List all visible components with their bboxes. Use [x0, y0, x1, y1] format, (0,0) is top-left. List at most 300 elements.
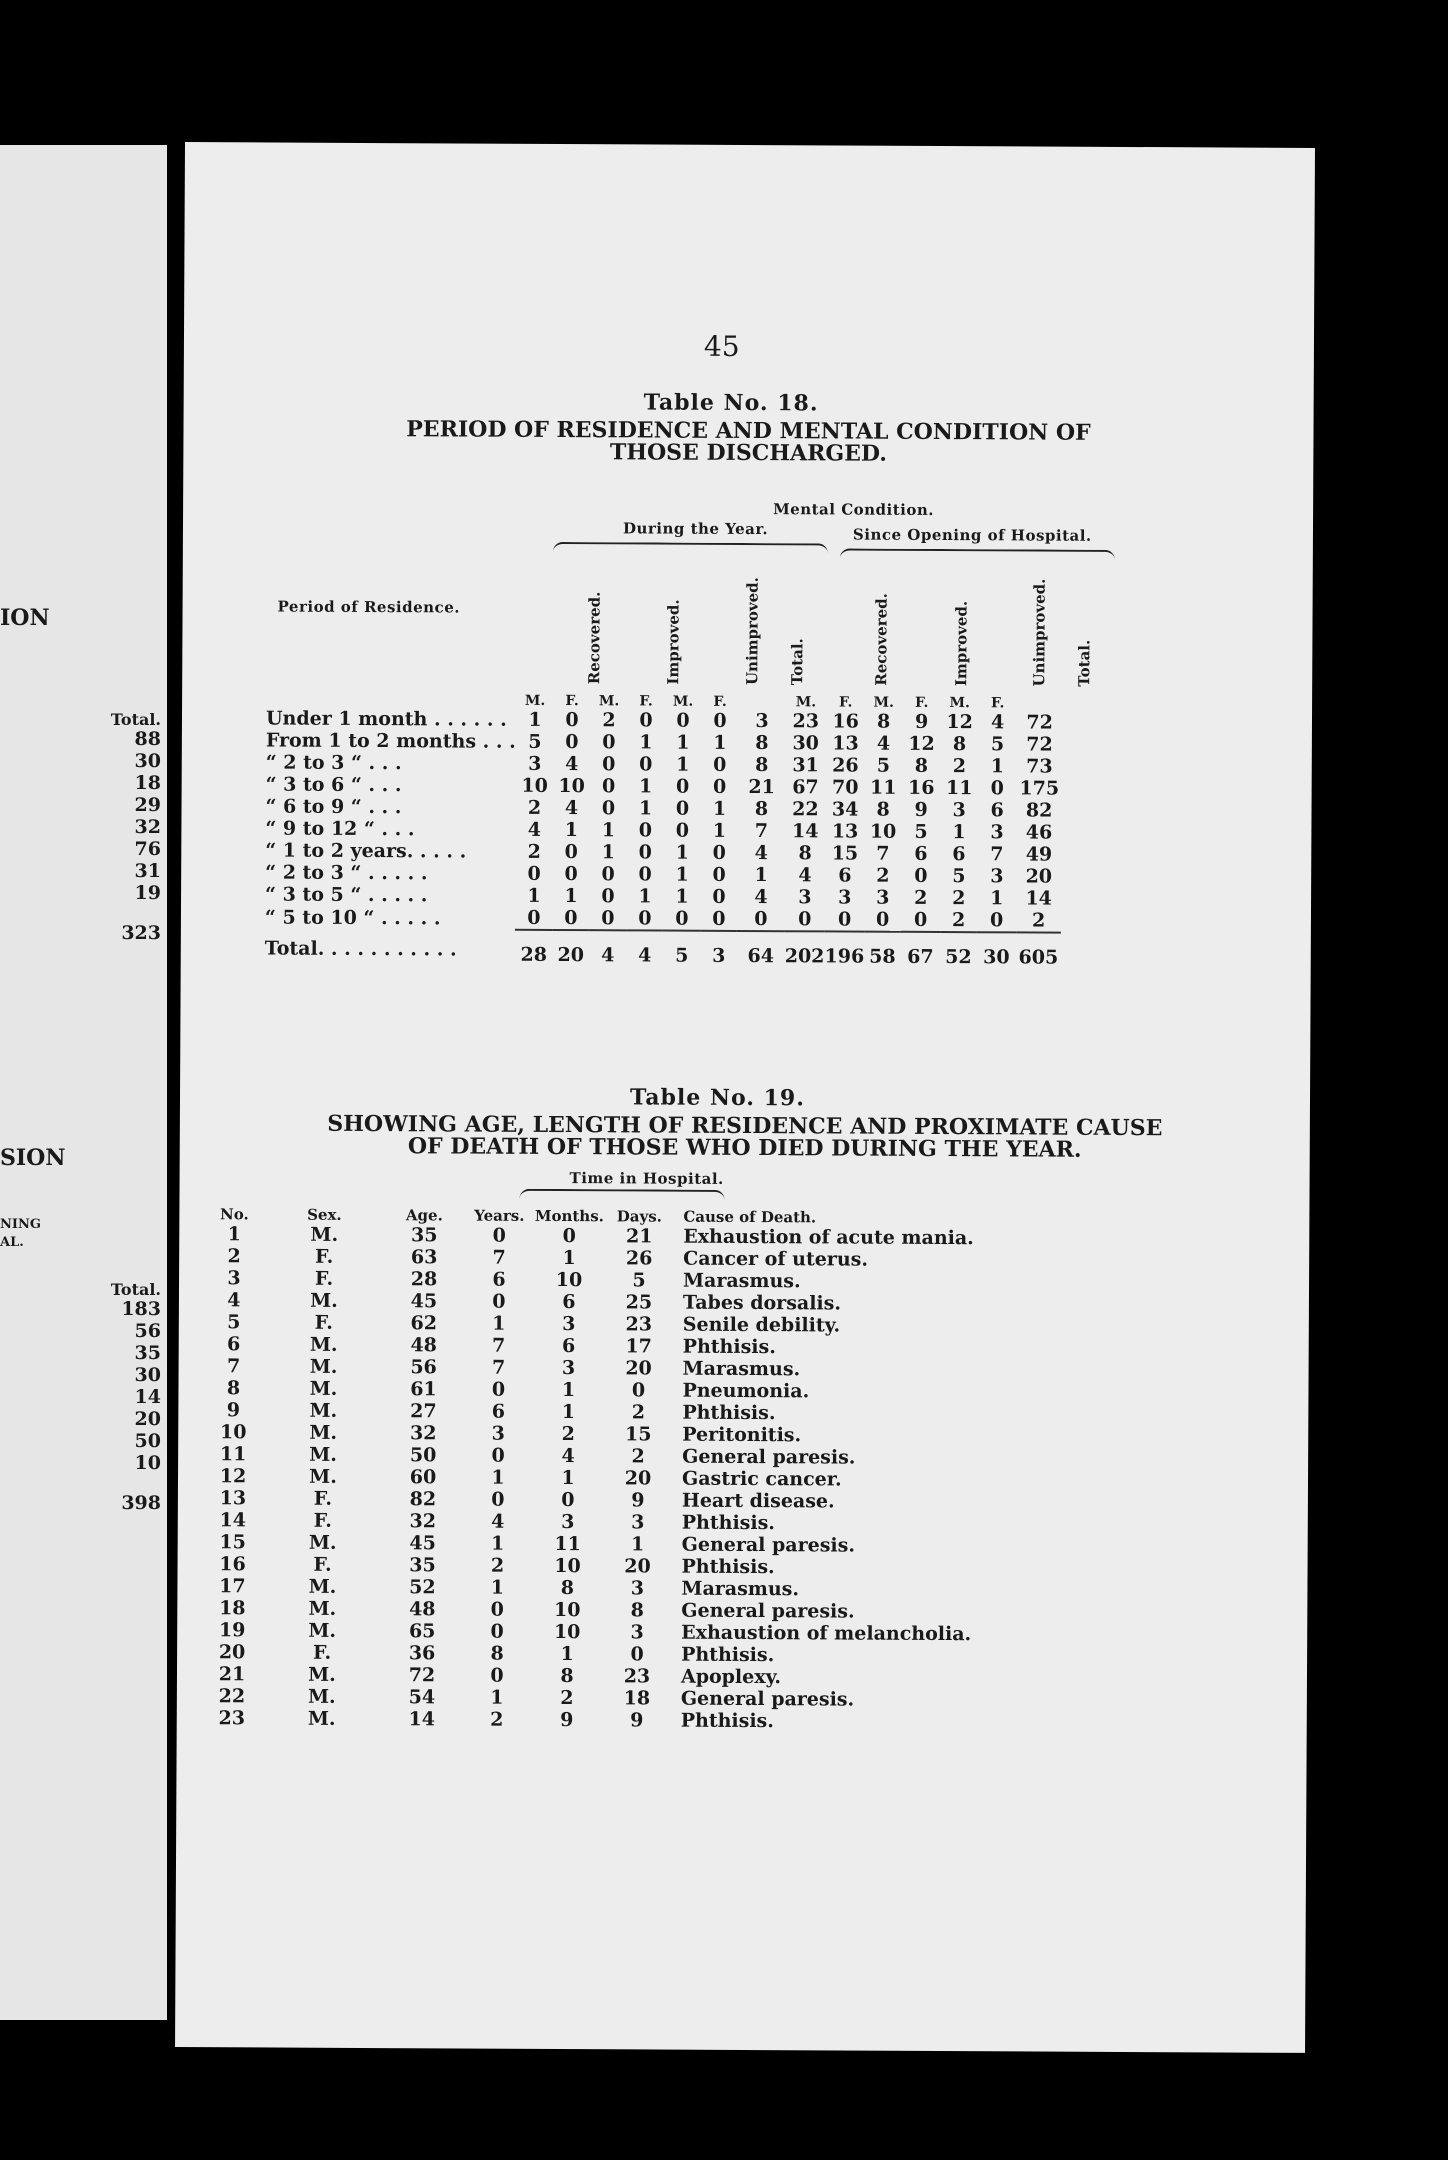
row-age: 52: [409, 1576, 436, 1599]
row-sex: M.: [307, 1707, 336, 1730]
row-years: 4: [491, 1510, 505, 1533]
table-18-cell: 0: [675, 797, 690, 820]
table-18-cell: 1: [713, 731, 727, 754]
table-18-cell: 6: [990, 799, 1004, 822]
table-18-cell: 2: [527, 840, 541, 863]
table-18-cell: 4: [627, 930, 663, 970]
table-18-cell: 0: [638, 907, 652, 930]
sex-subheader: M.: [949, 694, 970, 711]
row-cause: Peritonitis.: [682, 1423, 802, 1447]
row-months: 8: [560, 1665, 574, 1688]
row-age: 50: [409, 1444, 437, 1467]
table-18-cell: 22: [792, 798, 819, 821]
table-18-cell: 1: [712, 819, 727, 842]
row-sex: F.: [313, 1487, 333, 1510]
residence-period-label: “ 2 to 3 “ . . . . .: [265, 861, 428, 885]
row-no: 9: [226, 1399, 241, 1422]
row-months: 10: [553, 1620, 581, 1644]
row-no: 8: [226, 1377, 241, 1400]
left-total-value: 30: [134, 1364, 161, 1386]
table-18-cell: 16: [832, 710, 859, 733]
row-days: 26: [625, 1247, 653, 1270]
row-days: 15: [624, 1423, 652, 1446]
row-sex: M.: [310, 1289, 338, 1312]
row-months: 1: [560, 1643, 574, 1666]
left-total-value: 32: [134, 816, 161, 838]
table-18-cell: 4: [565, 753, 579, 776]
table-18-cell: 0: [914, 864, 928, 887]
header-years: Years.: [474, 1206, 525, 1225]
table-18-cell: 2: [602, 709, 616, 732]
row-days: 20: [624, 1555, 651, 1578]
left-heading-1: ION: [0, 605, 50, 631]
row-age: 36: [408, 1642, 436, 1665]
row-age: 32: [409, 1422, 437, 1445]
header-days: Days.: [616, 1207, 662, 1226]
residence-period-label: “ 9 to 12 “ . . .: [265, 817, 415, 841]
table-18-cell: 2: [952, 887, 966, 910]
table-18-cell: 58: [864, 932, 900, 972]
row-no: 6: [227, 1333, 241, 1356]
table-18-cell: 67: [900, 932, 940, 972]
residence-period-label: “ 5 to 10 “ . . . . .: [264, 905, 441, 929]
row-sex: F.: [315, 1245, 334, 1268]
table-18-cell: 0: [675, 819, 690, 842]
row-years: 1: [491, 1466, 505, 1489]
table-18-cell: 1: [564, 885, 578, 908]
row-days: 9: [630, 1709, 644, 1732]
table-18-cell: 30: [976, 932, 1016, 972]
row-age: 48: [409, 1598, 436, 1621]
table-18-number: Table No. 18.: [643, 389, 819, 417]
row-years: 0: [492, 1290, 506, 1313]
row-sex: M.: [308, 1663, 336, 1686]
table-18: [265, 690, 1062, 972]
table-18-cell: 30: [792, 732, 819, 755]
row-no: 11: [219, 1443, 247, 1466]
table-18-cell: 0: [601, 863, 615, 886]
row-years: 1: [490, 1532, 505, 1555]
left-total-value: 76: [134, 838, 161, 860]
left-total-value: 323: [121, 922, 161, 944]
table-18-cell: 0: [712, 863, 726, 886]
row-age: 27: [410, 1400, 437, 1423]
row-years: 0: [490, 1598, 504, 1621]
row-age: 14: [408, 1708, 436, 1731]
table-18-cell: 6: [838, 864, 852, 887]
sex-subheader: M.: [598, 692, 620, 709]
table-18-cell: 10: [521, 774, 548, 797]
table-18-cell: 72: [1026, 733, 1053, 756]
table-18-cell: 2: [951, 909, 966, 932]
table-18-cell: 8: [952, 733, 967, 756]
table-18-cell: 28: [515, 930, 553, 970]
table-18-cell: 1: [601, 819, 616, 842]
row-age: 28: [410, 1268, 438, 1291]
left-heading-2: SION: [0, 1145, 66, 1171]
table-18-cell: 0: [601, 797, 616, 820]
row-cause: Gastric cancer.: [681, 1467, 842, 1491]
left-total-value: 20: [134, 1408, 161, 1430]
row-cause: Phthisis.: [681, 1643, 775, 1667]
row-days: 21: [625, 1225, 653, 1248]
table-18-cell: 1: [712, 797, 727, 820]
time-in-hospital-header: Time in Hospital.: [569, 1169, 724, 1188]
row-no: 19: [218, 1619, 246, 1642]
row-sex: M.: [307, 1685, 336, 1708]
table-18-cell: 26: [832, 754, 859, 777]
document-page: [175, 142, 1315, 2053]
row-sex: M.: [308, 1597, 337, 1620]
col-head-unimproved-since: Unimproved.: [1030, 578, 1049, 687]
row-months: 1: [561, 1379, 576, 1402]
table-18-cell: 10: [558, 775, 585, 798]
row-sex: F.: [314, 1267, 334, 1290]
table-18-cell: 5: [914, 820, 928, 843]
table-19-number: Table No. 19.: [629, 1084, 805, 1112]
table-18-row: [265, 905, 1061, 932]
left-total-value: 56: [134, 1320, 161, 1342]
row-months: 11: [554, 1532, 581, 1556]
table-18-title-line-2: THOSE DISCHARGED.: [609, 439, 887, 467]
during-year-brace: [553, 542, 828, 555]
table-18-cell: 1: [528, 708, 542, 731]
table-18-cell: 0: [602, 731, 616, 754]
row-years: 2: [490, 1708, 504, 1731]
table-18-cell: 0: [675, 907, 689, 930]
table-18-cell: 31: [792, 754, 819, 777]
left-total-label-1: Total.: [110, 710, 161, 729]
left-total-value: 14: [134, 1386, 161, 1408]
table-18-cell: 3: [755, 710, 769, 733]
table-18-cell: 196: [824, 931, 864, 971]
table-18-cell: 14: [791, 820, 819, 843]
row-no: 20: [218, 1641, 246, 1664]
table-18-cell: 0: [638, 841, 652, 864]
row-no: 4: [227, 1289, 241, 1312]
page-number: 45: [703, 329, 740, 363]
table-18-cell: 3: [952, 799, 966, 822]
table-18-cell: 1: [675, 863, 689, 886]
table-18-cell: 1: [952, 821, 966, 844]
row-sex: M.: [308, 1531, 337, 1554]
row-cause: Heart disease.: [681, 1489, 835, 1513]
table-18-cell: 0: [601, 775, 616, 798]
row-days: 0: [630, 1643, 644, 1666]
row-age: 32: [409, 1510, 437, 1533]
row-days: 1: [630, 1533, 645, 1556]
facing-page-fragment: [0, 145, 167, 2020]
table-18-cell: 15: [831, 842, 859, 865]
row-months: 1: [562, 1247, 576, 1270]
sex-subheader: M.: [524, 692, 546, 709]
table-18-cell: 8: [755, 754, 769, 777]
table-18-cell: 46: [1025, 821, 1053, 844]
col-head-recovered-year: Recovered.: [585, 591, 604, 685]
row-years: 6: [492, 1268, 506, 1291]
row-cause: Apoplexy.: [680, 1665, 782, 1689]
sex-subheader: F.: [639, 692, 653, 709]
left-total-value: 19: [134, 882, 161, 904]
table-18-cell: 0: [639, 753, 653, 776]
row-cause: Marasmus.: [682, 1357, 801, 1381]
table-18-cell: 0: [754, 908, 768, 931]
table-18-cell: 1: [676, 753, 690, 776]
row-no: 13: [219, 1487, 247, 1510]
residence-period-label: “ 3 to 6 “ . . .: [265, 773, 402, 797]
table-18-cell: 9: [914, 710, 929, 733]
row-cause: Cancer of uterus.: [683, 1247, 869, 1271]
table-18-cell: 1: [601, 841, 615, 864]
row-no: 14: [219, 1509, 247, 1532]
table-18-cell: 7: [876, 842, 890, 865]
row-years: 7: [492, 1246, 506, 1269]
row-sex: M.: [309, 1443, 338, 1466]
col-head-unimproved-year: Unimproved.: [743, 577, 762, 686]
row-months: 6: [562, 1335, 576, 1358]
table-18-cell: 605: [1016, 932, 1060, 972]
row-years: 0: [491, 1488, 505, 1511]
row-sex: M.: [309, 1399, 338, 1422]
left-sub-2: AL.: [0, 1235, 24, 1250]
table-18-cell: 4: [589, 930, 627, 970]
row-months: 0: [561, 1489, 575, 1512]
table-18-cell: 12: [946, 711, 973, 734]
row-months: 3: [561, 1357, 576, 1380]
col-head-recovered-since: Recovered.: [872, 593, 891, 686]
since-opening-brace: [840, 548, 1115, 561]
table-18-cell: 4: [754, 886, 768, 909]
row-age: 60: [409, 1466, 437, 1489]
table-19-title-line-1: SHOWING AGE, LENGTH OF RESIDENCE AND PROXIMATE CAUSE: [327, 1110, 1163, 1142]
left-total-value: 10: [134, 1452, 161, 1474]
table-18-cell: 0: [564, 841, 578, 864]
sex-subheader: F.: [713, 693, 727, 710]
sex-subheader: M.: [672, 693, 694, 710]
left-total-value: 183: [121, 1298, 161, 1320]
table-18-cell: 202: [785, 931, 825, 971]
table-18-cell: 73: [1026, 755, 1053, 778]
table-18-cell: 52: [940, 932, 976, 972]
table-18-cell: 12: [908, 732, 935, 755]
table-18-cell: 4: [527, 818, 542, 841]
row-years: 1: [490, 1686, 504, 1709]
table-18-cell: 67: [792, 776, 819, 799]
table-18-cell: 8: [798, 842, 812, 865]
row-no: 16: [219, 1553, 246, 1576]
row-days: 8: [630, 1599, 644, 1622]
sex-subheader: F.: [839, 693, 853, 711]
table-18-cell: 82: [1025, 799, 1053, 822]
table-18-cell: 0: [712, 775, 727, 798]
row-months: 10: [555, 1268, 583, 1292]
row-cause: General paresis.: [681, 1533, 856, 1557]
table-18-cell: 0: [713, 753, 727, 776]
row-age: 45: [409, 1532, 436, 1555]
col-head-improved-since: Improved.: [952, 600, 971, 687]
row-months: 10: [554, 1598, 581, 1622]
residence-period-label: Total. . . . . . . . . . .: [264, 937, 457, 961]
header-months: Months.: [534, 1206, 604, 1226]
table-18-cell: 1: [754, 864, 768, 887]
row-days: 3: [630, 1577, 645, 1600]
table-18-cell: 0: [837, 908, 852, 931]
table-18-cell: 0: [798, 908, 812, 931]
during-year-header: During the Year.: [622, 519, 769, 539]
left-total-value: 35: [134, 1342, 161, 1364]
table-18-cell: 1: [527, 884, 541, 907]
table-18-cell: 8: [755, 732, 769, 755]
table-18-cell: 5: [876, 754, 891, 777]
row-sex: F.: [312, 1641, 332, 1664]
row-age: 35: [410, 1224, 438, 1247]
table-18-cell: 0: [565, 731, 579, 754]
row-years: 0: [491, 1378, 506, 1401]
row-days: 2: [631, 1401, 646, 1424]
time-in-hospital-brace: [519, 1189, 724, 1202]
sex-subheader: F.: [565, 692, 579, 709]
row-sex: M.: [308, 1619, 337, 1642]
table-18-cell: 3: [838, 886, 852, 909]
row-days: 20: [625, 1357, 652, 1380]
table-18-cell: 0: [638, 819, 653, 842]
sex-subheader: F.: [915, 694, 929, 711]
left-total-value: 50: [134, 1430, 161, 1452]
row-days: 0: [631, 1379, 646, 1402]
row-age: 61: [410, 1378, 437, 1401]
table-18-cell: 3: [990, 821, 1004, 844]
row-days: 23: [623, 1665, 651, 1688]
row-cause: Phthisis.: [682, 1335, 776, 1359]
table-18-cell: 0: [527, 862, 541, 885]
row-years: 1: [490, 1576, 505, 1599]
row-sex: M.: [309, 1377, 338, 1400]
row-no: 2: [227, 1245, 241, 1268]
residence-period-label: From 1 to 2 months . . .: [265, 729, 516, 753]
row-days: 17: [625, 1335, 652, 1358]
table-19-row: [197, 1707, 1067, 1734]
table-18-cell: 1: [990, 887, 1004, 910]
row-age: 62: [410, 1312, 438, 1335]
row-no: 1: [227, 1223, 241, 1246]
row-months: 6: [562, 1291, 576, 1314]
row-months: 1: [561, 1467, 575, 1490]
row-days: 23: [625, 1313, 653, 1336]
table-18-cell: 0: [639, 709, 653, 732]
row-no: 17: [219, 1575, 246, 1598]
table-18-row: [265, 883, 1061, 909]
table-18-cell: 1: [638, 797, 653, 820]
table-18-cell: 1: [675, 885, 689, 908]
row-years: 0: [491, 1444, 505, 1467]
left-total-value: 31: [134, 860, 161, 882]
table-18-cell: 14: [1025, 887, 1053, 910]
table-18-cell: 0: [676, 709, 690, 732]
sex-subheader: M.: [873, 694, 894, 711]
table-18-cell: 1: [990, 755, 1005, 778]
table-18-cell: 3: [876, 886, 890, 909]
table-18-cell: 8: [876, 710, 891, 733]
row-age: 63: [410, 1246, 438, 1269]
row-cause: Tabes dorsalis.: [682, 1291, 842, 1315]
table-18-cell: 0: [565, 709, 579, 732]
table-18-cell: 23: [792, 710, 820, 733]
row-years: 2: [490, 1554, 505, 1577]
row-no: 21: [218, 1663, 246, 1686]
table-18-cell: 0: [675, 775, 690, 798]
table-18-cell: 0: [712, 885, 726, 908]
table-18-cell: 0: [990, 777, 1004, 800]
row-no: 22: [218, 1685, 246, 1708]
row-age: 48: [410, 1334, 437, 1357]
table-18-cell: 4: [876, 732, 891, 755]
table-18-cell: 34: [831, 798, 859, 821]
table-18-cell: 20: [553, 930, 589, 970]
table-18-cell: 49: [1025, 843, 1053, 866]
table-18-cell: 11: [946, 777, 973, 800]
table-18-cell: 20: [1025, 865, 1053, 888]
row-sex: F.: [314, 1311, 333, 1334]
mental-condition-header: Mental Condition.: [773, 500, 935, 519]
row-cause: General paresis.: [681, 1599, 855, 1623]
row-days: 2: [631, 1445, 645, 1468]
row-months: 3: [562, 1313, 576, 1336]
row-no: 15: [219, 1531, 246, 1554]
row-cause: General paresis.: [680, 1687, 855, 1711]
row-age: 45: [410, 1290, 438, 1313]
row-no: 3: [227, 1267, 241, 1290]
table-18-cell: 5: [952, 865, 966, 888]
row-months: 1: [561, 1401, 576, 1424]
table-18-cell: 0: [564, 907, 578, 930]
table-18-cell: 5: [990, 733, 1005, 756]
row-days: 3: [631, 1511, 645, 1534]
residence-period-label: “ 3 to 5 “ . . . . .: [265, 883, 428, 907]
table-18-cell: 5: [528, 730, 542, 753]
row-years: 0: [490, 1664, 504, 1687]
row-days: 9: [631, 1489, 645, 1512]
row-years: 0: [490, 1620, 504, 1643]
table-18-cell: 13: [832, 732, 859, 755]
table-18-cell: 0: [913, 908, 928, 931]
table-18-cell: 5: [663, 931, 701, 971]
table-18-cell: 0: [712, 841, 726, 864]
row-years: 8: [490, 1642, 504, 1665]
header-age: Age.: [405, 1206, 443, 1225]
row-cause: Phthisis.: [682, 1401, 776, 1425]
row-cause: Phthisis.: [681, 1555, 775, 1579]
table-18-cell: 7: [990, 843, 1004, 866]
header-sex: Sex.: [307, 1205, 342, 1224]
table-18-total-row: [265, 928, 1061, 972]
row-age: 72: [408, 1664, 436, 1687]
row-no: 5: [227, 1311, 241, 1334]
table-18-cell: 0: [601, 907, 615, 930]
sex-subheader: F.: [991, 694, 1005, 711]
col-head-improved-year: Improved.: [664, 599, 683, 685]
row-age: 56: [410, 1356, 437, 1379]
table-18-cell: 70: [832, 776, 859, 799]
row-no: 18: [219, 1597, 246, 1620]
row-cause: Marasmus.: [682, 1269, 801, 1293]
table-18-cell: 1: [564, 819, 579, 842]
table-18-cell: 1: [638, 775, 653, 798]
table-18-cell: 10: [869, 820, 897, 843]
residence-period-label: “ 2 to 3 “ . . .: [265, 751, 402, 775]
table-18-cell: 1: [675, 841, 689, 864]
row-months: 10: [554, 1554, 581, 1578]
left-total-label-2: Total.: [110, 1280, 161, 1299]
